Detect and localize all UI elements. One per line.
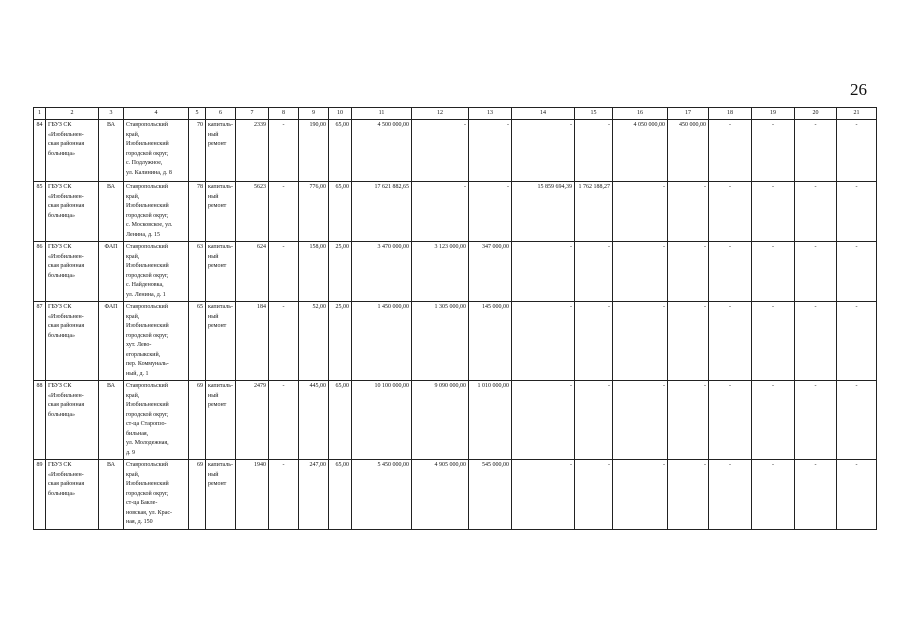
column-header: 10 <box>329 108 352 120</box>
cell-c12: 3 123 000,00 <box>412 242 469 302</box>
cell-line: Ставропольский <box>126 122 168 128</box>
cell-c5: 65 <box>189 302 206 381</box>
cell-line: с. Найденовка, <box>126 282 164 288</box>
cell-address <box>124 120 189 182</box>
column-header: 6 <box>206 108 236 120</box>
cell-c11: 10 100 000,00 <box>352 381 412 460</box>
cell-org <box>46 381 99 460</box>
cell-c18: - <box>709 381 752 460</box>
cell-line: ный <box>208 313 219 320</box>
cell-line: край, <box>126 392 140 399</box>
cell-c21: - <box>837 302 877 381</box>
header-row <box>34 108 877 120</box>
cell-c12: 4 905 000,00 <box>412 460 469 530</box>
cell-line: ская районная <box>48 203 85 209</box>
cell-line: городской округ, <box>126 272 169 279</box>
cell-line: край, <box>126 253 140 260</box>
cell-line: ГБУЗ СК <box>48 122 72 128</box>
cell-line: Изобильненский <box>126 481 169 487</box>
cell-c7: 624 <box>236 242 269 302</box>
cell-c13: - <box>469 120 512 182</box>
cell-n: 87 <box>34 302 46 381</box>
cell-line: егорлыкский, <box>126 351 161 358</box>
cell-line: край, <box>126 131 140 138</box>
cell-work <box>206 381 236 460</box>
cell-c11: 4 500 000,00 <box>352 120 412 182</box>
cell-type: ФАП <box>99 302 124 381</box>
cell-line: ская районная <box>48 481 85 487</box>
cell-c5: 63 <box>189 242 206 302</box>
cell-line: ный <box>208 131 219 138</box>
cell-type: ВА <box>99 381 124 460</box>
cell-line: Ставропольский <box>126 244 168 250</box>
cell-line: ГБУЗ СК <box>48 244 72 250</box>
cell-line: ГБУЗ СК <box>48 462 72 468</box>
cell-c19: - <box>752 242 795 302</box>
cell-c11: 3 470 000,00 <box>352 242 412 302</box>
column-header: 20 <box>795 108 837 120</box>
cell-line: «Изобильнен- <box>48 193 84 200</box>
cell-line: новская, ул. Крас- <box>126 509 172 516</box>
cell-c11: 5 450 000,00 <box>352 460 412 530</box>
cell-c14: 15 859 694,39 <box>512 182 575 242</box>
cell-line: ст-ца Старопзо- <box>126 421 167 427</box>
cell-line: ул. Калинина, д. 8 <box>126 169 172 176</box>
cell-c14: - <box>512 460 575 530</box>
cell-line: капиталь- <box>208 304 233 310</box>
cell-c16: - <box>613 182 668 242</box>
cell-c15: - <box>575 381 613 460</box>
cell-c9: 247,00 <box>299 460 329 530</box>
cell-line: ская районная <box>48 263 85 269</box>
cell-c8: - <box>269 381 299 460</box>
cell-c17: - <box>668 242 709 302</box>
column-header: 17 <box>668 108 709 120</box>
cell-c13: 1 010 000,00 <box>469 381 512 460</box>
cell-line: капиталь- <box>208 122 233 128</box>
cell-c15: - <box>575 120 613 182</box>
column-header: 1 <box>34 108 46 120</box>
cell-c19: - <box>752 460 795 530</box>
cell-c21: - <box>837 381 877 460</box>
cell-line: ремонт <box>208 402 227 408</box>
cell-c14: - <box>512 302 575 381</box>
cell-c8: - <box>269 460 299 530</box>
cell-line: ный <box>208 392 219 399</box>
cell-c7: 1940 <box>236 460 269 530</box>
cell-line: городской округ, <box>126 150 169 157</box>
column-header: 14 <box>512 108 575 120</box>
column-header: 21 <box>837 108 877 120</box>
cell-org <box>46 182 99 242</box>
cell-line: ный, д. 1 <box>126 370 149 377</box>
cell-line: капиталь- <box>208 383 233 389</box>
cell-line: ремонт <box>208 323 227 329</box>
column-header: 12 <box>412 108 469 120</box>
cell-c5: 69 <box>189 381 206 460</box>
cell-line: хут. Лево- <box>126 342 152 348</box>
cell-line: пер. Коммуналь- <box>126 361 169 367</box>
cell-c8: - <box>269 120 299 182</box>
cell-c8: - <box>269 242 299 302</box>
cell-c9: 445,00 <box>299 381 329 460</box>
cell-line: край, <box>126 313 140 320</box>
column-header: 19 <box>752 108 795 120</box>
cell-type: ФАП <box>99 242 124 302</box>
cell-line: Ставропольский <box>126 184 168 190</box>
cell-c18: - <box>709 242 752 302</box>
cell-type: ВА <box>99 460 124 530</box>
cell-c19: - <box>752 381 795 460</box>
cell-c15: 1 762 188,27 <box>575 182 613 242</box>
cell-c14: - <box>512 120 575 182</box>
cell-line: капиталь- <box>208 462 233 468</box>
cell-line: край, <box>126 193 140 200</box>
cell-line: ный <box>208 471 219 478</box>
cell-address <box>124 381 189 460</box>
cell-c20: - <box>795 460 837 530</box>
cell-c7: 184 <box>236 302 269 381</box>
cell-c19: - <box>752 182 795 242</box>
cell-line: Ленина, д. 15 <box>126 231 161 238</box>
cell-c11: 17 621 882,65 <box>352 182 412 242</box>
cell-c13: 347 000,00 <box>469 242 512 302</box>
cell-line: ская районная <box>48 141 85 147</box>
cell-c12: - <box>412 120 469 182</box>
cell-line: Изобильненский <box>126 263 169 269</box>
cell-line: городской округ, <box>126 411 169 418</box>
cell-c14: - <box>512 381 575 460</box>
cell-line: капиталь- <box>208 244 233 250</box>
page-number: 26 <box>850 80 867 99</box>
cell-line: Изобильненский <box>126 141 169 147</box>
cell-c5: 69 <box>189 460 206 530</box>
cell-line: ный <box>208 193 219 200</box>
cell-line: ская районная <box>48 402 85 408</box>
cell-line: больница» <box>48 212 75 219</box>
cell-line: ГБУЗ СК <box>48 304 72 310</box>
cell-n: 89 <box>34 460 46 530</box>
cell-line: городской округ, <box>126 490 169 497</box>
cell-c16: - <box>613 242 668 302</box>
cell-c21: - <box>837 120 877 182</box>
cell-n: 86 <box>34 242 46 302</box>
cell-work <box>206 182 236 242</box>
cell-c18: - <box>709 182 752 242</box>
cell-c16: - <box>613 302 668 381</box>
table-row <box>34 460 877 530</box>
cell-line: больница» <box>48 272 75 279</box>
table-row <box>34 182 877 242</box>
cell-line: ГБУЗ СК <box>48 383 72 389</box>
cell-line: ремонт <box>208 141 227 147</box>
cell-c17: 450 000,00 <box>668 120 709 182</box>
cell-c17: - <box>668 302 709 381</box>
cell-line: «Изобильнен- <box>48 471 84 478</box>
cell-c14: - <box>512 242 575 302</box>
cell-line: ремонт <box>208 481 227 487</box>
cell-c18: - <box>709 460 752 530</box>
cell-line: городской округ, <box>126 212 169 219</box>
cell-c13: - <box>469 182 512 242</box>
cell-line: ул. Ленина, д. 1 <box>126 291 166 298</box>
cell-org <box>46 120 99 182</box>
cell-line: «Изобильнен- <box>48 392 84 399</box>
cell-org <box>46 460 99 530</box>
cell-line: Ставропольский <box>126 462 168 468</box>
cell-address <box>124 242 189 302</box>
cell-line: Изобильненский <box>126 402 169 408</box>
cell-line: больница» <box>48 490 75 497</box>
table-row <box>34 381 877 460</box>
cell-line: больница» <box>48 150 75 157</box>
register-table <box>33 107 877 530</box>
cell-line: ремонт <box>208 263 227 269</box>
cell-line: «Изобильнен- <box>48 131 84 138</box>
cell-n: 88 <box>34 381 46 460</box>
cell-c19: - <box>752 302 795 381</box>
column-header: 7 <box>236 108 269 120</box>
cell-c9: 158,00 <box>299 242 329 302</box>
cell-c21: - <box>837 460 877 530</box>
cell-c10: 65,00 <box>329 120 352 182</box>
cell-line: ная, д. 150 <box>126 519 153 525</box>
cell-c5: 70 <box>189 120 206 182</box>
column-header: 13 <box>469 108 512 120</box>
cell-line: ул. Молодежная, <box>126 440 169 446</box>
cell-work <box>206 460 236 530</box>
cell-c5: 78 <box>189 182 206 242</box>
cell-c10: 25,00 <box>329 242 352 302</box>
cell-line: капиталь- <box>208 184 233 190</box>
cell-org <box>46 242 99 302</box>
cell-c7: 2479 <box>236 381 269 460</box>
cell-c20: - <box>795 120 837 182</box>
column-header: 18 <box>709 108 752 120</box>
cell-c18: - <box>709 302 752 381</box>
cell-address <box>124 182 189 242</box>
cell-c12: 9 090 000,00 <box>412 381 469 460</box>
cell-c10: 65,00 <box>329 381 352 460</box>
column-header: 16 <box>613 108 668 120</box>
table-row <box>34 242 877 302</box>
cell-c21: - <box>837 182 877 242</box>
cell-c16: - <box>613 460 668 530</box>
cell-n: 85 <box>34 182 46 242</box>
cell-c20: - <box>795 381 837 460</box>
cell-line: ГБУЗ СК <box>48 184 72 190</box>
cell-c16: 4 050 000,00 <box>613 120 668 182</box>
cell-line: ремонт <box>208 203 227 209</box>
cell-work <box>206 120 236 182</box>
column-header: 8 <box>269 108 299 120</box>
cell-line: Ставропольский <box>126 383 168 389</box>
cell-address <box>124 302 189 381</box>
cell-c15: - <box>575 460 613 530</box>
column-header: 15 <box>575 108 613 120</box>
cell-c15: - <box>575 242 613 302</box>
cell-line: д. 9 <box>126 449 136 456</box>
cell-c9: 776,00 <box>299 182 329 242</box>
cell-line: больница» <box>48 332 75 339</box>
cell-c11: 1 450 000,00 <box>352 302 412 381</box>
table-body <box>34 120 877 530</box>
cell-c8: - <box>269 182 299 242</box>
cell-work <box>206 242 236 302</box>
cell-c17: - <box>668 381 709 460</box>
cell-line: больница» <box>48 411 75 418</box>
cell-c18: - <box>709 120 752 182</box>
cell-c17: - <box>668 182 709 242</box>
column-header: 11 <box>352 108 412 120</box>
cell-line: Изобильненский <box>126 323 169 329</box>
cell-c20: - <box>795 182 837 242</box>
cell-line: с. Подлужное, <box>126 160 163 166</box>
cell-c7: 5623 <box>236 182 269 242</box>
cell-c9: 52,00 <box>299 302 329 381</box>
cell-line: Изобильненский <box>126 203 169 209</box>
cell-type: ВА <box>99 120 124 182</box>
cell-line: Ставропольский <box>126 304 168 310</box>
cell-c10: 65,00 <box>329 182 352 242</box>
column-header: 2 <box>46 108 99 120</box>
cell-c10: 65,00 <box>329 460 352 530</box>
cell-c9: 190,00 <box>299 120 329 182</box>
cell-c15: - <box>575 302 613 381</box>
cell-c13: 545 000,00 <box>469 460 512 530</box>
cell-c8: - <box>269 302 299 381</box>
cell-line: ный <box>208 253 219 260</box>
cell-line: городской округ, <box>126 332 169 339</box>
table-row <box>34 302 877 381</box>
table-row <box>34 120 877 182</box>
cell-c20: - <box>795 242 837 302</box>
cell-c12: - <box>412 182 469 242</box>
cell-line: с. Московское, ул. <box>126 222 173 228</box>
cell-c19: - <box>752 120 795 182</box>
column-header: 5 <box>189 108 206 120</box>
cell-line: ст-ца Баклe- <box>126 500 158 506</box>
cell-line: «Изобильнен- <box>48 253 84 260</box>
cell-work <box>206 302 236 381</box>
cell-type: ВА <box>99 182 124 242</box>
cell-line: край, <box>126 471 140 478</box>
column-header: 3 <box>99 108 124 120</box>
cell-org <box>46 302 99 381</box>
cell-line: ская районная <box>48 323 85 329</box>
cell-c13: 145 000,00 <box>469 302 512 381</box>
cell-c12: 1 305 000,00 <box>412 302 469 381</box>
cell-c7: 2339 <box>236 120 269 182</box>
cell-c17: - <box>668 460 709 530</box>
cell-c16: - <box>613 381 668 460</box>
cell-line: «Изобильнен- <box>48 313 84 320</box>
cell-c20: - <box>795 302 837 381</box>
cell-line: бильная, <box>126 430 149 437</box>
cell-address <box>124 460 189 530</box>
cell-c10: 25,00 <box>329 302 352 381</box>
cell-c21: - <box>837 242 877 302</box>
cell-n: 84 <box>34 120 46 182</box>
column-header: 4 <box>124 108 189 120</box>
column-header: 9 <box>299 108 329 120</box>
